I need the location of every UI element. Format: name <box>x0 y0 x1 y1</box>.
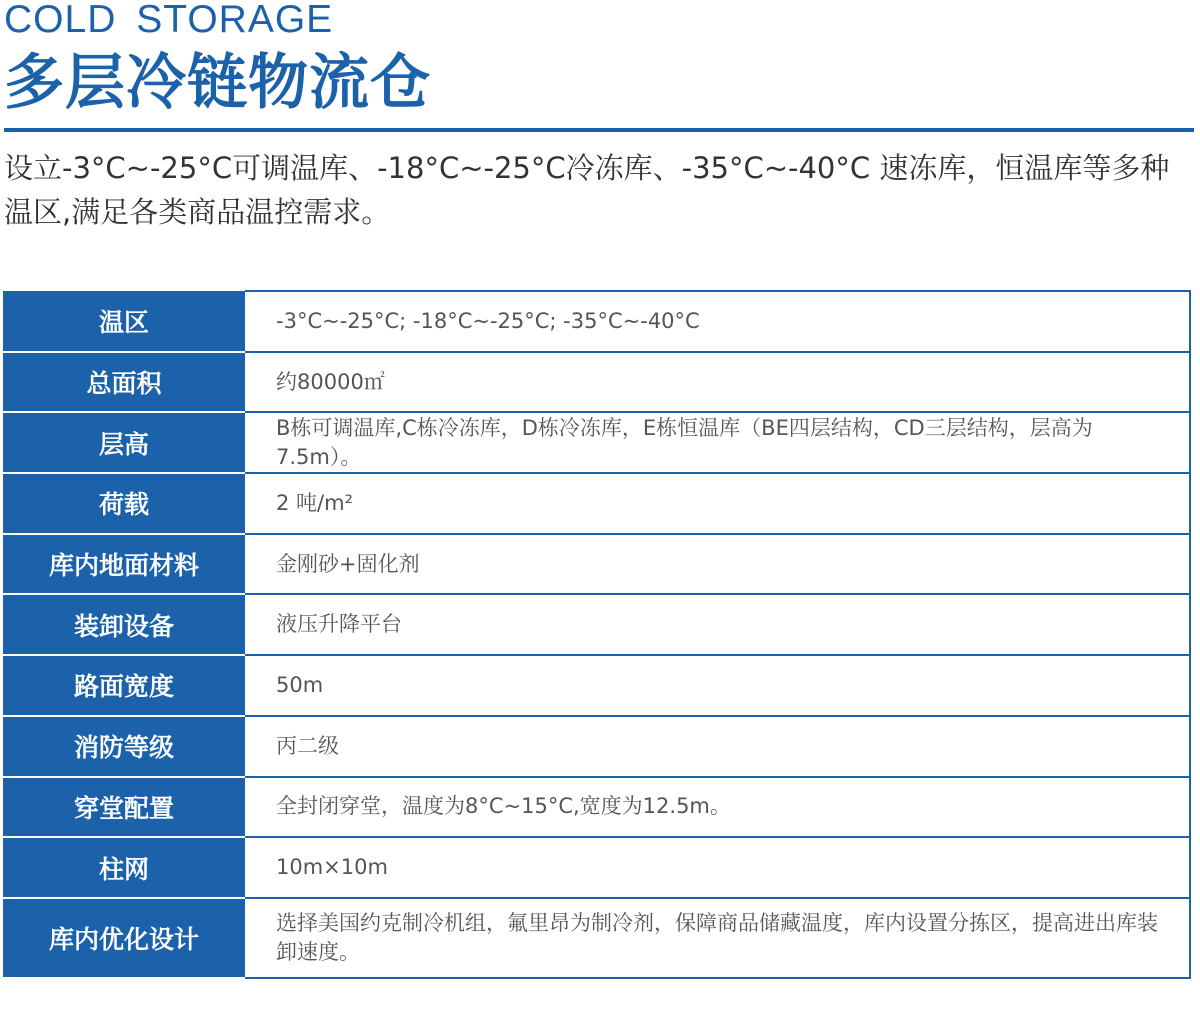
spec-label: 穿堂配置 <box>3 777 245 838</box>
spec-value: 丙二级 <box>245 716 1190 777</box>
table-row <box>3 412 1190 473</box>
spec-label: 荷载 <box>3 473 245 534</box>
spec-label: 总面积 <box>3 352 245 413</box>
table-row <box>3 898 1190 978</box>
eyebrow-heading: COLD STORAGE <box>4 0 334 41</box>
table-row <box>3 777 1190 838</box>
spec-table <box>3 290 1191 979</box>
spec-label: 路面宽度 <box>3 655 245 716</box>
table-row <box>3 837 1190 898</box>
spec-value: B栋可调温库,C栋冷冻库，D栋冷冻库，E栋恒温库（BE四层结构，CD三层结构，层高为7.5m）。 <box>245 412 1190 473</box>
spec-label: 层高 <box>3 412 245 473</box>
spec-label: 库内地面材料 <box>3 534 245 595</box>
spec-value: -3°C~-25°C; -18°C~-25°C; -35°C~-40°C <box>245 291 1190 352</box>
table-row <box>3 534 1190 595</box>
spec-value: 10m×10m <box>245 837 1190 898</box>
table-row <box>3 655 1190 716</box>
spec-value: 2 吨/m² <box>245 473 1190 534</box>
spec-value: 全封闭穿堂，温度为8°C~15°C,宽度为12.5m。 <box>245 777 1190 838</box>
spec-value: 液压升降平台 <box>245 594 1190 655</box>
intro-paragraph: 设立-3°C~-25°C可调温库、-18°C~-25°C冷冻库、-35°C~-40°C 速冻库，恒温库等多种温区,满足各类商品温控需求。 <box>4 151 1170 229</box>
spec-value: 约80000㎡ <box>245 352 1190 413</box>
spec-label: 装卸设备 <box>3 594 245 655</box>
spec-label: 消防等级 <box>3 716 245 777</box>
table-row <box>3 291 1190 352</box>
table-row <box>3 473 1190 534</box>
spec-label: 库内优化设计 <box>3 898 245 978</box>
table-row <box>3 716 1190 777</box>
title-divider <box>4 128 1194 132</box>
spec-label: 柱网 <box>3 837 245 898</box>
table-row <box>3 594 1190 655</box>
spec-value: 选择美国约克制冷机组，氟里昂为制冷剂，保障商品储藏温度，库内设置分拣区，提高进出库装卸速度。 <box>245 898 1190 978</box>
spec-value: 50m <box>245 655 1190 716</box>
spec-value: 金刚砂+固化剂 <box>245 534 1190 595</box>
spec-label: 温区 <box>3 291 245 352</box>
table-row <box>3 352 1190 413</box>
page-title: 多层冷链物流仓 <box>4 48 431 118</box>
